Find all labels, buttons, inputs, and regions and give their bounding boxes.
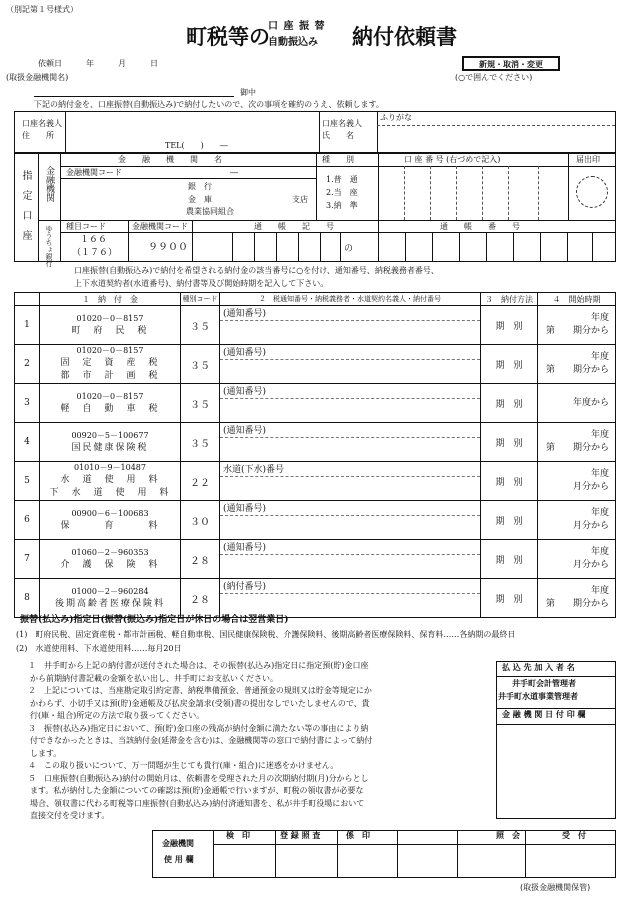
financial-label: 金融機関: [44, 166, 54, 202]
payment-code: 01020－0－8157: [76, 391, 144, 401]
note-2: (2) 水道使用料、下水道使用料……毎月20日: [16, 644, 182, 653]
addressee: 御中: [240, 88, 256, 97]
col-start: ４ 開始時期: [538, 293, 616, 306]
row-number[interactable]: 8: [15, 579, 40, 618]
bank-use-label-2: 使 用 欄: [164, 855, 194, 864]
row-number[interactable]: 3: [15, 384, 40, 423]
kind-code-2: （１７６）: [72, 248, 118, 258]
notification-cell[interactable]: (通知番号): [220, 501, 481, 540]
payment-row: [15, 501, 616, 540]
passbook-number-label: 通 帳 番 号: [440, 222, 520, 231]
bank-label: 銀 行: [188, 182, 212, 191]
payment-method: 期 別: [481, 462, 538, 501]
tel-field[interactable]: TEL( ) ―: [165, 141, 228, 150]
payment-name: 国民健康保険税: [71, 442, 149, 453]
bank-use-table: [152, 830, 616, 878]
yucho-label: ゆうちょ銀行: [45, 225, 53, 267]
type-ordinary[interactable]: 1.普 通: [326, 175, 358, 184]
bank-col-inspect: 検 印: [226, 831, 250, 840]
row-number[interactable]: 1: [15, 306, 40, 345]
fin-code-value: ９９００: [148, 242, 188, 253]
payment-code: 01010－9－10487: [74, 463, 146, 472]
term-line: 場合、領収書に代わる町税等口座振替(自動払込み)納付済通知書を、私が井手町役場において: [30, 798, 365, 808]
no-char: の: [344, 244, 354, 254]
payment-table: [14, 292, 616, 618]
payment-method: 期 別: [481, 579, 538, 618]
type-label: 種 別: [322, 155, 354, 164]
col-method: ３ 納付方法: [481, 293, 538, 306]
passbook-symbol-input[interactable]: [196, 234, 226, 260]
start-period[interactable]: 年度 月分から: [538, 462, 616, 501]
start-period[interactable]: 年度から: [538, 384, 616, 423]
kind-code: ２８: [181, 540, 220, 579]
row-number[interactable]: 4: [15, 423, 40, 462]
col-notification: ２ 税通知番号・納税義務者・水道契約名義人・納付番号: [220, 293, 481, 306]
title-mid-top: 口 座 振 替: [268, 21, 326, 32]
branch-label: 支店: [292, 195, 308, 204]
payment-code: 01020－0－8157: [76, 313, 144, 323]
passbook-number-input[interactable]: [382, 234, 612, 260]
col-payment: １ 納 付 金: [40, 293, 181, 306]
kind-code: ３５: [181, 345, 220, 384]
bank-name-line[interactable]: [34, 96, 234, 97]
term-line: 行(庫・組合)所定の方法で取り扱ってください。: [30, 711, 205, 720]
row-number[interactable]: 6: [15, 501, 40, 540]
start-period[interactable]: 年度 第 期分から: [538, 423, 616, 462]
payment-method: 期 別: [481, 306, 538, 345]
treasury-label: 金 庫: [188, 195, 212, 204]
notification-cell[interactable]: (納付番号): [220, 579, 481, 618]
payment-name: 後期高齢者医療保険料: [54, 598, 165, 609]
kind-code: ３５: [181, 384, 220, 423]
payment-code: 01060－2－960353: [71, 547, 149, 557]
kind-code: ２８: [181, 579, 220, 618]
bank-col-receipt: 受 付: [562, 831, 586, 840]
institution-code-label: 金融機関コード: [66, 168, 122, 177]
date-stamp-area[interactable]: [496, 725, 616, 819]
payment-name-cell: [40, 579, 181, 618]
start-period[interactable]: 年度 第 期分から: [538, 579, 616, 618]
kind-code: ３５: [181, 423, 220, 462]
payment-name: 介 護 保 険 料: [60, 559, 160, 570]
notification-cell[interactable]: (通知番号): [220, 540, 481, 579]
form-label: （別記第１号様式）: [6, 5, 78, 14]
payment-name-cell: [40, 306, 181, 345]
payment-name-cell: [40, 462, 181, 501]
payment-row: [15, 423, 616, 462]
payment-code: 00900－6－100683: [71, 508, 149, 518]
type-current[interactable]: 2.当 座: [326, 188, 358, 197]
payment-code: 00920－5－100677: [71, 430, 149, 440]
payment-name: 水 道 使 用 料 下 水 道 使 用 料: [49, 475, 171, 498]
status-box[interactable]: 新規・取消・変更: [462, 56, 560, 71]
payment-name: 町 府 民 税: [71, 325, 149, 336]
term-line: 付できなかったときは、当該納付金(延滞金を含む)は、金融機関等の窓口で納付書によって納付: [30, 736, 373, 745]
payment-name: 軽 自 動 車 税: [60, 403, 160, 414]
payment-name-cell: [40, 501, 181, 540]
designated-account-label: 指定口座: [20, 170, 31, 250]
payment-method: 期 別: [481, 423, 538, 462]
payee-title: 払 込 先 加 入 者 名: [502, 663, 575, 672]
payment-method: 期 別: [481, 345, 538, 384]
start-period[interactable]: 年度 第 期分から: [538, 306, 616, 345]
payment-code: 01000－2－960284: [71, 586, 149, 596]
term-line: から前期納付書記載の金額を払い出し、井手町にお支払いください。: [30, 673, 278, 683]
note-1: (1) 町府民税、固定資産税・都市計画税、軽自動車税、国民健康保険税、介護保険料、後期高齢者医療保険料、保育料……各納期の最終日: [16, 630, 516, 639]
bank-col-staff: 係 印: [346, 831, 370, 840]
title-right: 納付依頼書: [352, 24, 457, 49]
term-line: ４ この取り扱いについて、万一問題が生じても貴行(庫・組合)に迷惑をかけません。: [28, 761, 339, 770]
payment-row: [15, 579, 616, 618]
bank-use-label-1: 金融機関: [162, 839, 194, 848]
payee-name-2: 井手町水道事業管理者: [498, 692, 578, 701]
col-kind-code: 種別コード: [181, 293, 220, 306]
passbook-symbol-label: 通 帳 記 号: [254, 222, 334, 231]
term-line: ５ 口座振替(自動振込み)納付の開始月は、依頼書を受理された月の次期納付期(月)分からとし: [28, 773, 369, 783]
payment-row: [15, 462, 616, 501]
row-number[interactable]: 5: [15, 462, 40, 501]
date-stamp-label: 金 融 機 関 日 付 印 欄: [502, 710, 586, 719]
holder-name-input[interactable]: [378, 126, 614, 152]
term-line: ２ 上記については、当座勘定取引約定書、納税準備預金、普通預金の規則又は貯金等規定にか: [28, 686, 372, 695]
bank-col-inquiry: 照 会: [496, 831, 520, 840]
payment-name: 固 定 資 産 税 都 市 計 画 税: [60, 358, 160, 381]
payment-row: [15, 306, 616, 345]
holder-address-label: 口座名義人: [22, 119, 62, 128]
notification-cell[interactable]: (通知番号): [220, 345, 481, 384]
row-number[interactable]: 7: [15, 540, 40, 579]
kind-code-1: １６６: [80, 235, 108, 245]
kind-code: ３０: [181, 501, 220, 540]
start-period[interactable]: 年度 月分から: [538, 501, 616, 540]
title-mid-bottom: 自動振込み: [268, 37, 318, 48]
furigana-label: ふりがな: [380, 113, 412, 122]
institution-code-input[interactable]: [150, 167, 314, 178]
request-date: 依頼日 年 月 日: [38, 59, 158, 68]
payment-row: [15, 540, 616, 579]
title-left: 町税等の: [186, 24, 270, 49]
term-line: ３ 振替(払込み)指定日において、預(貯)金口座の残高が納付金額に満たない等の事由により納: [28, 723, 369, 733]
instruction-2: 上下水道契約者(水道番号)、納付書等及び開始時期を記入して下さい。: [74, 279, 329, 288]
term-line: ます。私が納付した金額についての確認は預(貯)金通帳で行いますが、町税の領収書が必要な: [30, 786, 364, 795]
type-tax-reserve[interactable]: 3.納 準: [326, 201, 358, 210]
start-period[interactable]: 年度 第 期分から: [538, 345, 616, 384]
payment-name-cell: [40, 423, 181, 462]
payment-method: 期 別: [481, 540, 538, 579]
payment-name-cell: [40, 345, 181, 384]
payment-method: 期 別: [481, 501, 538, 540]
notification-cell[interactable]: (通知番号): [220, 306, 481, 345]
bank-col-register: 登 録 照 査: [280, 831, 321, 840]
seal-label: 届出印: [576, 155, 600, 164]
notification-cell[interactable]: (通知番号): [220, 423, 481, 462]
fin-code-label: 金融機関コード: [132, 222, 188, 231]
kind-code-label: 種目コード: [66, 222, 106, 231]
term-line: します。: [30, 748, 62, 758]
institution-label: 金 融 機 関 名: [118, 155, 222, 164]
kind-code: ２２: [181, 462, 220, 501]
notification-cell[interactable]: (通知番号): [220, 384, 481, 423]
payee-name-1: 井手町会計管理者: [512, 679, 576, 688]
payment-name-cell: [40, 540, 181, 579]
term-line: 直接交付を受けます。: [30, 811, 110, 820]
intro-text: 下記の納付金を、口座振替(自動振込み)で納付したいので、次の事項を確約のうえ、依頼します。: [34, 100, 384, 109]
payment-row: [15, 384, 616, 423]
terms-list: [28, 660, 484, 823]
notes-heading: 振替(払込み)指定日(振替(振込み)指定日が休日の場合は翌営業日): [20, 615, 289, 625]
payment-name-cell: [40, 384, 181, 423]
payment-name: 保 育 料: [60, 520, 160, 531]
notification-cell[interactable]: 水道(下水)番号: [220, 462, 481, 501]
payment-row: [15, 345, 616, 384]
holder-name-label: 口座名義人: [322, 119, 362, 128]
account-number-label: 口 座 番 号 (右づめで記入): [404, 155, 501, 164]
term-line: かわらず、小切手又は預(貯)金通帳及び払戻金請求(受領)書の提出なしでいたしませんので、貴: [30, 698, 370, 708]
seal-stamp-area[interactable]: [576, 176, 608, 208]
bank-name-label: (取扱金融機関名): [6, 73, 69, 82]
start-period[interactable]: 年度 月分から: [538, 540, 616, 579]
circle-note: (○で囲んでください): [455, 73, 533, 82]
agri-label: 農業協同組合: [186, 207, 234, 216]
kind-code: ３５: [181, 306, 220, 345]
payment-method: 期 別: [481, 384, 538, 423]
payment-code: 01020－0－8157: [76, 346, 144, 355]
instruction-1: 口座振替(自動振込み)で納付を希望される納付金の該当番号に○を付け、通知番号、納税義務者番号、: [74, 266, 439, 275]
term-line: １ 井手町から上記の納付書が送付された場合は、その振替(払込み)指定日に指定預(貯)金口座: [28, 661, 369, 670]
footer-note: (取扱金融機関保管): [520, 883, 591, 892]
row-number[interactable]: 2: [15, 345, 40, 384]
